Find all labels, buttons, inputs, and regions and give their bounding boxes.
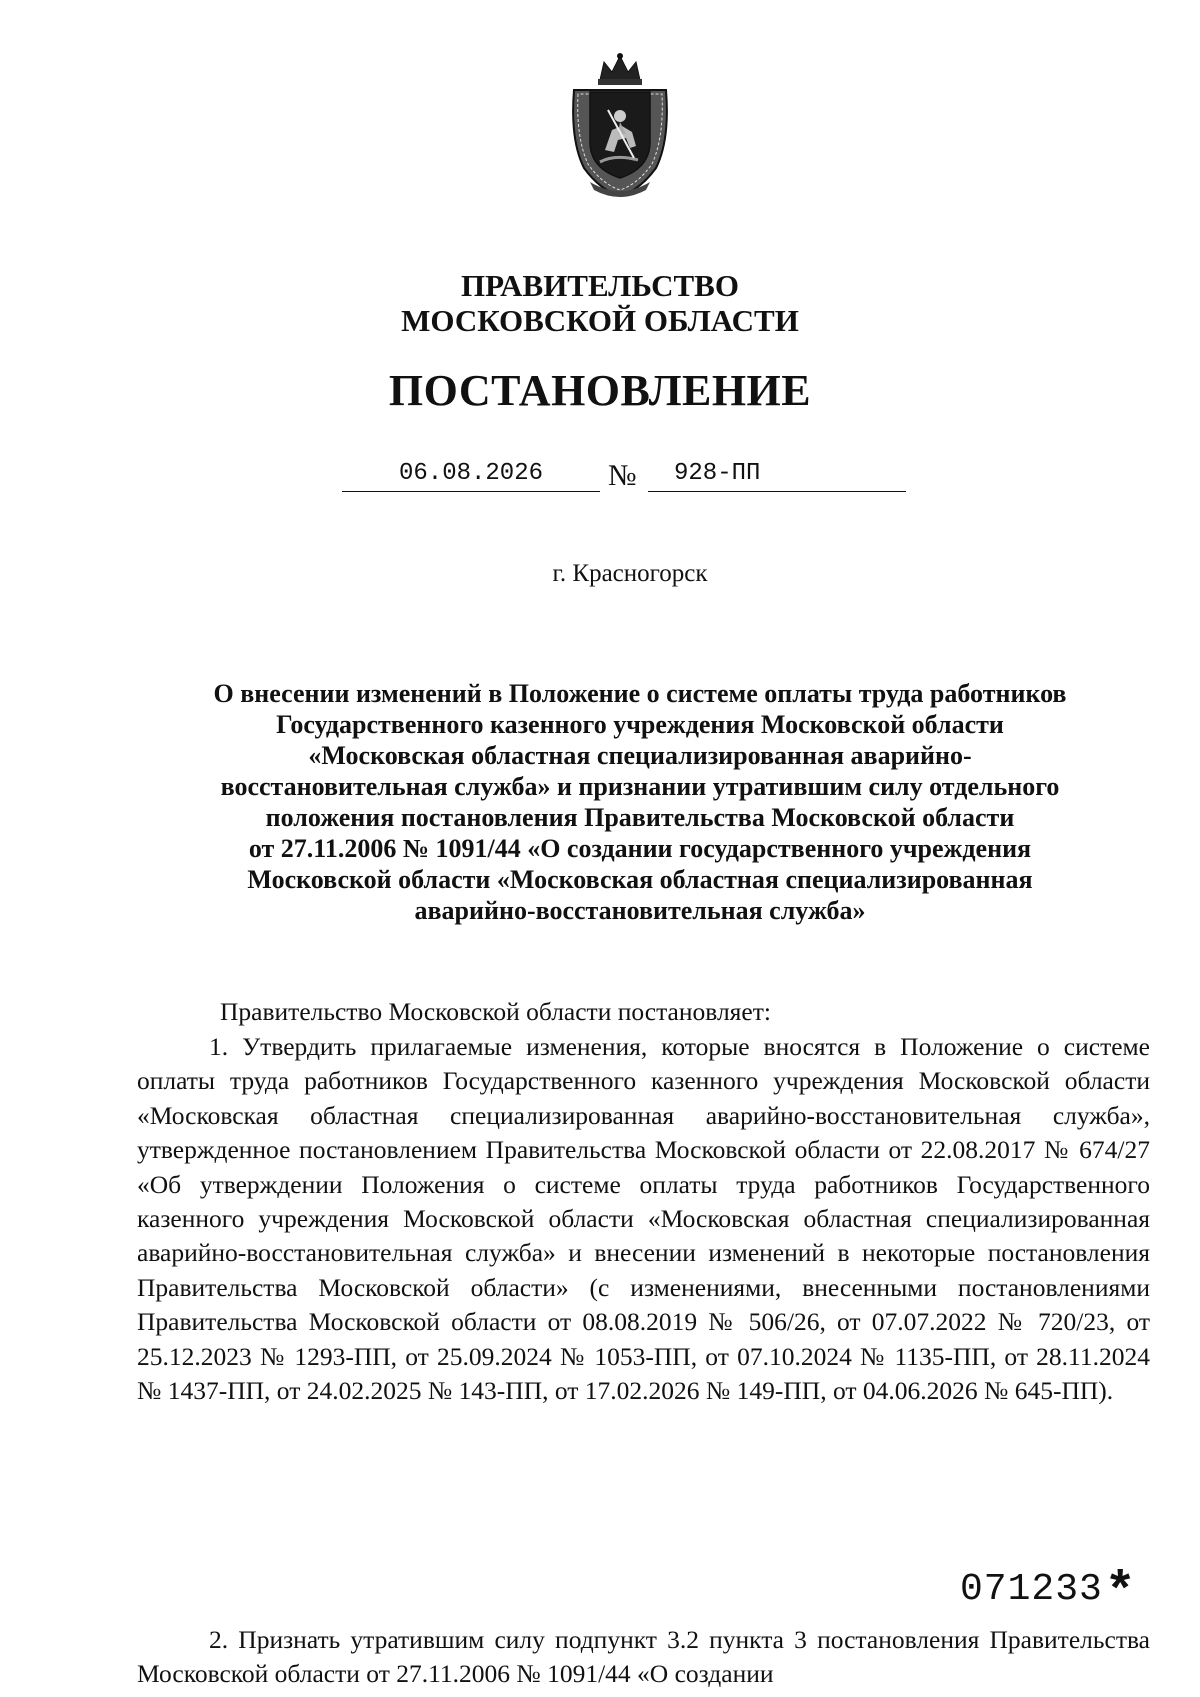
document-title bbox=[160, 678, 1120, 926]
title-line: аварийно-восстановительная служба» bbox=[414, 896, 866, 925]
title-line: восстановительная служба» и признании утратившим силу отдельного bbox=[220, 772, 1060, 801]
document-date: 06.08.2026 bbox=[342, 457, 600, 492]
enacting-clause: Правительство Московской области постановляет: bbox=[220, 997, 771, 1026]
paragraph-2: 2. Признать утратившим силу подпункт 3.2 пункта 3 постановления Правительства Московской области от 27.11.2006 № 1091/44 «О создании bbox=[137, 1625, 1150, 1689]
coat-of-arms-icon bbox=[560, 50, 680, 200]
stamp-asterisk: * bbox=[1110, 1559, 1131, 1617]
paragraph-1: 1. Утвердить прилагаемые изменения, которые вносятся в Положение о системе оплаты труда работников Государственного казенного учреждения Московской области «Московская областная специализированная аварийно-восстановительная служба», утвержденное постановлением Правительства Московской области от 22.08.2017 № 674/27 «Об утверждении Положения о системе оплаты труда работников Государственного казенного учреждения Московской области «Московская областная специализированная аварийно-восстановительная служба» и внесении изменений в некоторые постановления Правительства Московской области» (с изменениями, внесенными постановлениями Правительства Московской области от 08.08.2019 № 506/26, от 07.07.2022 № 720/23, от 25.12.2023 № 1293-ПП, от 25.09.2024 № 1053-ПП, от 07.10.2024 № 1135-ПП, от 28.11.2024 № 1437-ПП, от 24.02.2025 № 143-ПП, от 17.02.2026 № 149-ПП, от 04.06.2026 № 645-ПП). bbox=[137, 1032, 1150, 1406]
issue-city: г. Красногорск bbox=[552, 560, 708, 587]
registration-stamp-number: 071233 bbox=[960, 1568, 1103, 1611]
organization-name-line2: МОСКОВСКОЙ ОБЛАСТИ bbox=[401, 303, 799, 338]
title-line: положения постановления Правительства Московской области bbox=[265, 803, 1015, 832]
title-line: от 27.11.2006 № 1091/44 «О создании государственного учреждения bbox=[248, 834, 1032, 863]
document-number: 928-ПП bbox=[648, 457, 906, 492]
document-type: ПОСТАНОВЛЕНИЕ bbox=[388, 366, 812, 415]
organization-name-line1: ПРАВИТЕЛЬСТВО bbox=[461, 268, 739, 303]
title-line: «Московская областная специализированная аварийно- bbox=[308, 741, 972, 770]
title-line: Государственного казенного учреждения Московской области bbox=[276, 710, 1004, 739]
number-sign: № bbox=[608, 459, 637, 492]
title-line: О внесении изменений в Положение о системе оплаты труда работников bbox=[213, 679, 1067, 708]
title-line: Московской области «Московская областная специализированная bbox=[247, 865, 1033, 894]
